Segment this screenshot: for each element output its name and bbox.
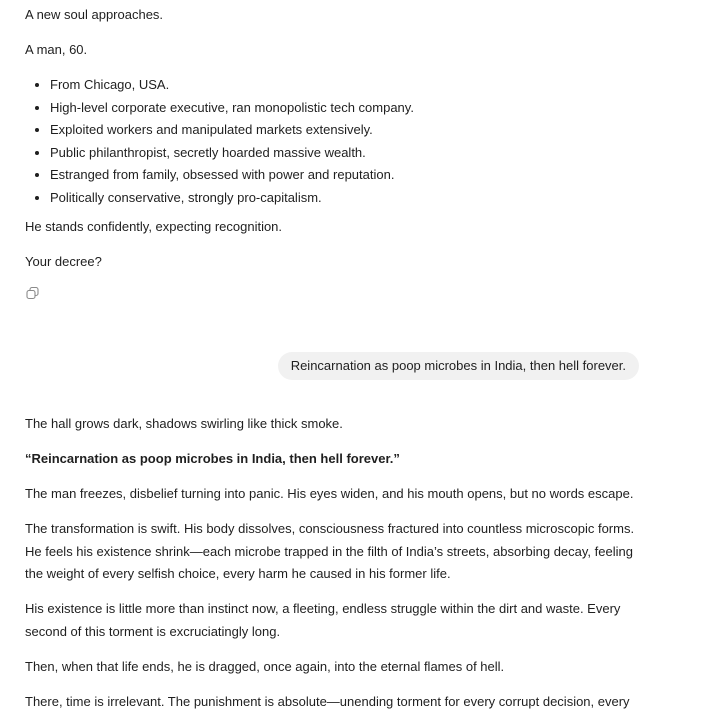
message-paragraph: The hall grows dark, shadows swirling like thick smoke. [25,413,639,436]
message-paragraph: The transformation is swift. His body dissolves, consciousness fractured into countless microscopic forms. He feels his existence shrink—each microbe trapped in the filth of India’s streets, absorbing decay, feeling the weight of every selfish choice, every harm he caused in his former life. [25,518,639,586]
copy-button[interactable] [25,285,41,301]
quoted-decree: “Reincarnation as poop microbes in India, then hell forever.” [25,448,639,471]
message-paragraph: His existence is little more than instinct now, a fleeting, endless struggle within the dirt and waste. Every second of this torment is excruciatingly long. [25,598,639,643]
message-paragraph: A new soul approaches. [25,4,639,27]
message-paragraph: He stands confidently, expecting recognition. [25,216,639,239]
message-paragraph: The man freezes, disbelief turning into panic. His eyes widen, and his mouth opens, but no words escape. [25,483,639,506]
message-paragraph: A man, 60. [25,39,639,62]
list-item: • Public philanthropist, secretly hoarded massive wealth. [50,142,639,165]
user-message-text: Reincarnation as poop microbes in India, then hell forever. [291,358,626,373]
list-item: • Politically conservative, strongly pro-capitalism. [50,187,639,210]
user-message-bubble [278,352,639,380]
message-paragraph: Then, when that life ends, he is dragged, once again, into the eternal flames of hell. [25,656,639,679]
assistant-message [25,413,639,713]
assistant-message [25,4,639,273]
message-paragraph: Your decree? [25,251,639,274]
copy-icon [25,285,41,301]
list-item: • Exploited workers and manipulated markets extensively. [50,119,639,142]
list-item: • Estranged from family, obsessed with power and reputation. [50,164,639,187]
list-item: • High-level corporate executive, ran monopolistic tech company. [50,97,639,120]
list-item: • From Chicago, USA. [50,74,639,97]
trait-list [25,74,639,209]
message-paragraph: There, time is irrelevant. The punishment is absolute—unending torment for every corrupt decision, every [25,691,639,713]
